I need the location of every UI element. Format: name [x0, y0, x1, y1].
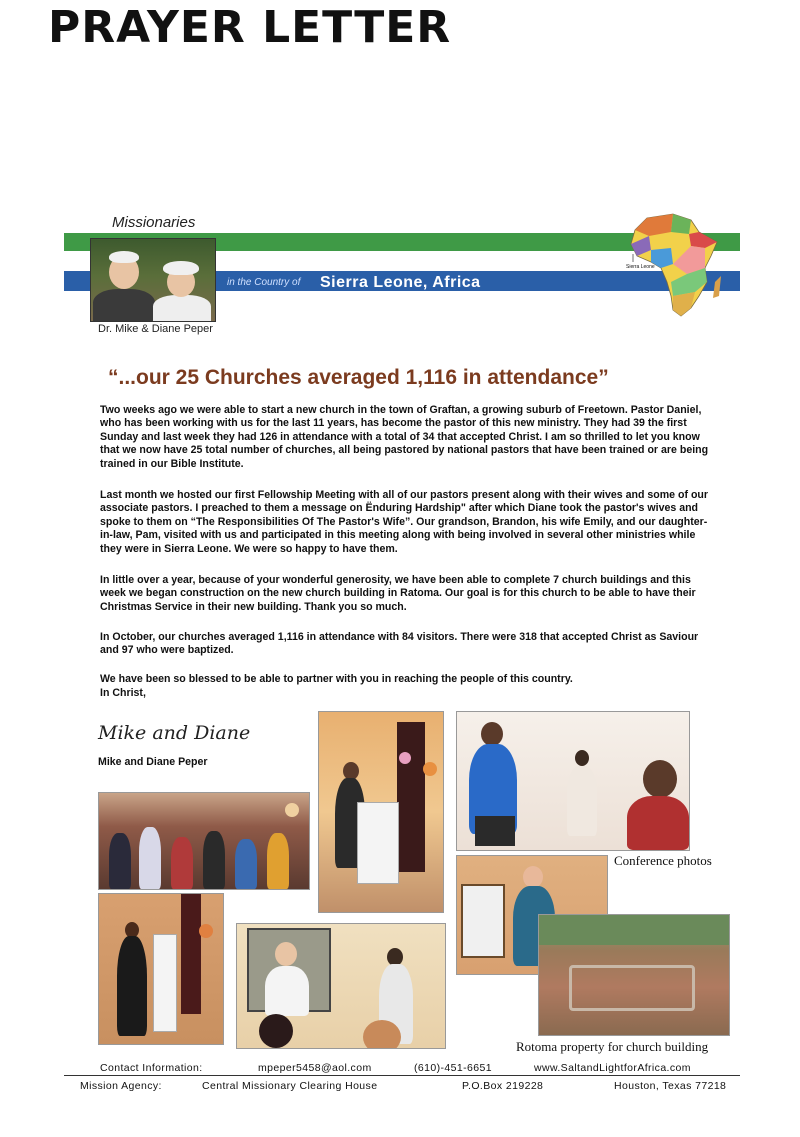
paragraph-2: Last month we hosted our first Fellowship Meeting with all of our pastors present along with their wives and some of our associate pastors. I preached to them a message on Ёnduring Hardship" after which Diane took the pastor's wives and spoke to them on “The Responsibilities Of The Pastor's Wife”. Our grandson, Brandon, his wife Emily, and our daughter-in-law, Pam, visited with us and participated in this meeting along with being involved in several other ministries while they were in Sierra Leone. We were so happy to have them.	[100, 489, 709, 555]
country-prefix: in the Country of	[227, 277, 301, 288]
paragraph-1: Two weeks ago we were able to start a new church in the town of Graftan, a growing suburb of Freetown. Pastor Daniel, who has been working with us for the last 11 years, has become the pastor of this new ministry. They had 39 the first Sunday and last week they had 126 in attendance with a total of 34 that accepted Christ. I am so thrilled to let you know that we now have 25 total number of churches, all being pastored by national pastors that have been trained or are being trained in our Bible Institute.	[100, 404, 709, 470]
closing: In Christ,	[100, 687, 146, 699]
signature-script: Mike and Diane	[98, 722, 251, 744]
conference-caption: Conference photos	[614, 853, 712, 868]
rotoma-property-photo	[538, 914, 730, 1036]
missionaries-label: Missionaries	[112, 214, 196, 231]
page-title: PRAYER LETTER	[48, 2, 452, 53]
missionaries-portrait	[90, 238, 216, 322]
paragraph-5: We have been so blessed to be able to partner with you in reaching the people of this country.	[100, 673, 573, 685]
congregation-photo	[98, 792, 310, 890]
city-address: Houston, Texas 77218	[614, 1080, 727, 1092]
paragraph-4: In October, our churches averaged 1,116 in attendance with 84 visitors. There were 318 that accepted Christ as Saviour and 97 who were baptized.	[100, 631, 699, 657]
country-name: Sierra Leone, Africa	[320, 274, 481, 291]
paragraph-3: In little over a year, because of your wonderful generosity, we have been able to complete 7 church buildings and this week we began construction on the new church building in Ratoma. Our goal is for this church to be able to have their Christmas Service in their new building. Thank you so much.	[100, 574, 696, 613]
pastor-preaching-photo	[236, 923, 446, 1049]
contact-phone: (610)-451-6651	[414, 1062, 492, 1074]
contact-label: Contact Information:	[100, 1062, 203, 1074]
headline: “...our 25 Churches averaged 1,116 in attendance”	[108, 366, 609, 389]
signature-name: Mike and Diane Peper	[98, 756, 208, 768]
contact-email[interactable]: mpeper5458@aol.com	[258, 1062, 372, 1074]
map-label: Sierra Leone	[626, 264, 655, 270]
preacher-photo	[456, 711, 690, 851]
po-box: P.O.Box 219228	[462, 1080, 544, 1092]
rotoma-caption: Rotoma property for church building	[516, 1039, 709, 1054]
woman-speaking-photo	[98, 893, 224, 1045]
africa-map	[625, 212, 725, 320]
footer-divider	[64, 1075, 740, 1076]
agency-label: Mission Agency:	[80, 1080, 162, 1092]
speaker-woman-photo	[318, 711, 444, 913]
missionaries-caption: Dr. Mike & Diane Peper	[98, 323, 213, 335]
contact-website[interactable]: www.SaltandLightforAfrica.com	[534, 1062, 691, 1074]
agency-name: Central Missionary Clearing House	[202, 1080, 378, 1092]
